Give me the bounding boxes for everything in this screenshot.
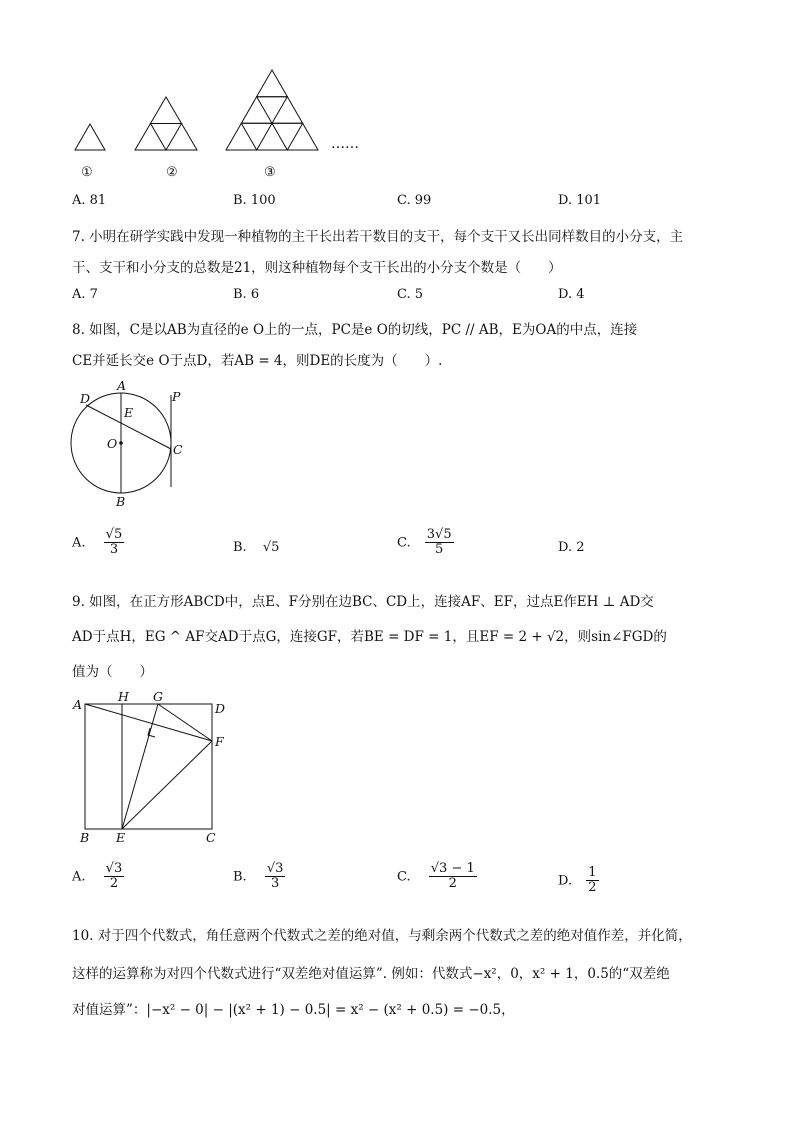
q7-option-c: C. 5 [397,287,424,302]
q6-option-c: C. 99 [397,193,432,208]
ellipsis: …… [331,136,359,152]
q10-text-line-3: 对值运算”：|−x² − 0| − |(x² + 1) − 0.5| = x² − (x² + 0.5) = −0.5， [72,1002,515,1018]
q9-label-c: C [206,830,216,845]
q7-option-a: A. 7 [72,287,98,302]
q8-option-d [558,540,585,555]
q8-option-b-prefix: B. [233,540,247,555]
q8-option-a-prefix: A. [72,535,86,551]
q8-option-a-den: 3 [109,542,119,558]
q8-label-d: D [80,391,91,406]
q9-text-line-2: AD于点H，EG ^ AF交AD于点G，连接GF，若BE = DF = 1，且EF = 2 + √2，则sin∠FGD的 [72,629,667,645]
figure-label-2: ② [166,165,178,180]
q9-label-e: E [116,830,126,845]
q8-label-p: P [172,389,181,404]
q9-option-a-den: 2 [109,876,119,892]
q7-option-d: D. 4 [558,287,585,302]
q8-option-a [72,528,124,558]
q9-label-g: G [153,689,163,704]
q8-label-b: B [116,494,126,509]
q8-label-a: A [117,378,127,393]
q8-option-c [397,528,454,558]
figure-label-1: ① [81,165,93,180]
q10-text-line-1: 10. 对于四个代数式，角任意两个代数式之差的绝对值，与剩余两个代数式之差的绝对值作差，并化简， [72,928,692,944]
q9-square-figure [80,695,230,835]
q9-option-a-num: √3 [105,861,123,876]
q10-text-line-2: 这样的运算称为对四个代数式进行“双差绝对值运算”. 例如：代数式−x²，0，x² + 1，0.5的“双差绝 [72,966,670,982]
q9-label-f: F [215,734,224,749]
q9-option-c-prefix: C. [397,869,411,885]
q9-option-c-num: √3 − 1 [430,861,475,876]
q8-option-d-prefix: D. 2 [558,540,585,555]
triangle-figure-1 [75,124,105,150]
q9-label-d: D [215,701,226,716]
q9-label-a: A [73,697,83,712]
q7-option-b: B. 6 [233,287,260,302]
q9-option-c-den: 2 [448,876,457,892]
q9-option-b-num: √3 [266,861,284,876]
q8-label-o: O [107,436,118,451]
q8-option-c-prefix: C. [397,535,411,551]
q9-option-b-prefix: B. [233,869,247,885]
q9-text-line-1: 9. 如图，在正方形ABCD中，点E、F分别在边BC、CD上，连接AF、EF，过点E作EH ⊥ AD交 [72,594,654,610]
triangle-figure-3 [226,70,318,150]
q8-option-b-value: √5 [262,540,280,555]
q6-option-b: B. 100 [233,193,276,208]
figure-label-3: ③ [264,165,276,180]
q7-text-line-1: 7. 小明在研学实践中发现一种植物的主干长出若干数目的支干，每个支干又长出同样数目的小分支，主 [72,229,684,245]
q9-option-b-den: 3 [270,876,280,892]
q8-text-line-2: CE并延长交e O于点D，若AB = 4，则DE的长度为（ ）. [72,353,443,369]
q9-option-b [233,862,285,892]
q9-option-a-prefix: A. [72,869,86,885]
q8-label-c: C [173,442,183,457]
q9-option-d-prefix: D. [558,873,573,889]
q7-text-line-2: 干、支干和小分支的总数是21，则这种植物每个支干长出的小分支个数是（ ） [72,260,562,276]
q9-label-b: B [80,830,90,845]
q6-option-d: D. 101 [558,193,602,208]
q9-option-c [397,862,477,892]
q8-option-c-num: 3√5 [426,527,452,542]
q8-option-a-num: √5 [105,527,123,542]
q8-option-c-den: 5 [435,542,444,558]
q6-option-a: A. 81 [72,193,107,208]
q9-label-h: H [118,689,129,704]
q9-option-d-den: 2 [588,880,597,896]
q9-text-line-3: 值为（ ） [72,664,153,680]
q9-option-a [72,862,124,892]
q9-option-d-num: 1 [588,865,597,880]
q8-label-e: E [124,405,134,420]
q8-option-b [233,540,279,555]
triangle-figure-2 [135,97,197,150]
q9-option-d [558,866,599,896]
q8-text-line-1: 8. 如图，C是以AB为直径的e O上的一点，PC是e O的切线，PC // AB，E为OA的中点，连接 [72,322,638,338]
